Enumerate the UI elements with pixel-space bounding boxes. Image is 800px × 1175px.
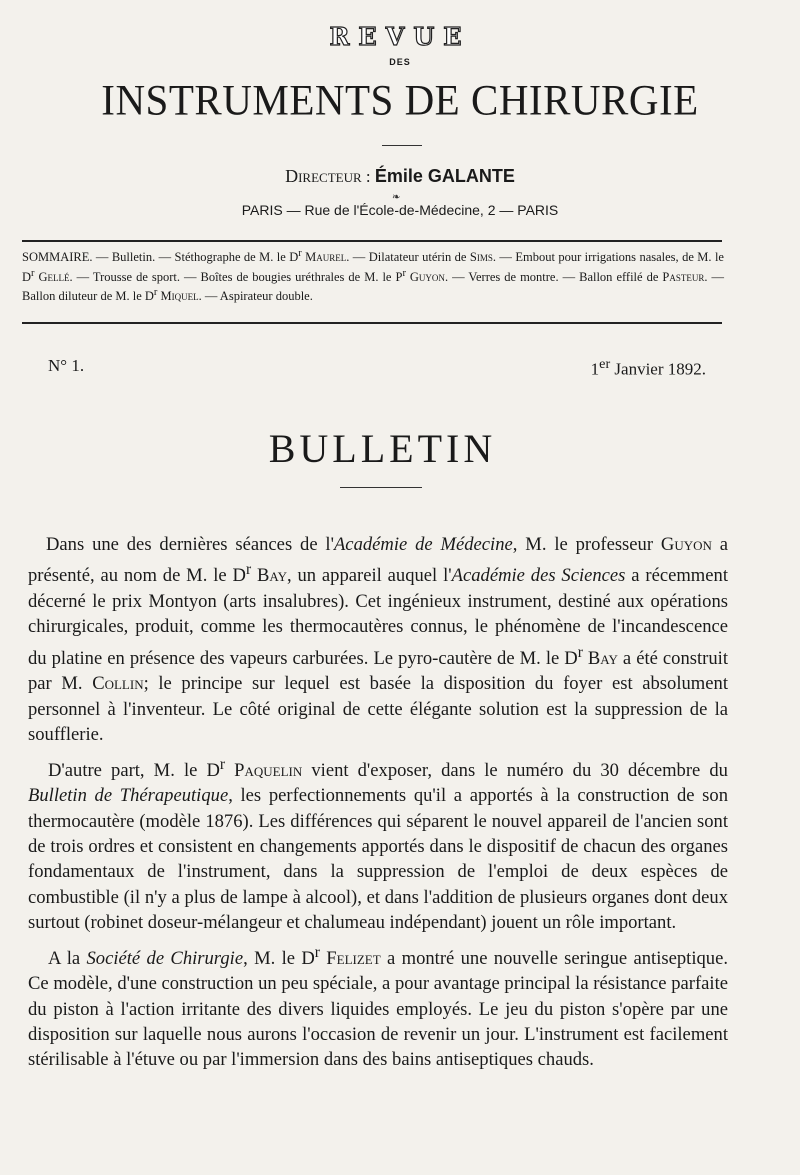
- ornament-icon: ❧: [392, 192, 401, 203]
- summary-author: Pasteur: [662, 269, 705, 284]
- summary-author: Miquel: [157, 289, 199, 304]
- director-name: Émile GALANTE: [374, 166, 515, 186]
- italic-run: Académie de Médecine: [333, 534, 513, 555]
- summary-sup: r: [31, 267, 35, 279]
- publisher-address: PARIS — Rue de l'École-de-Médecine, 2 — PARIS: [241, 202, 559, 218]
- paragraph-2: [28, 752, 728, 936]
- person-name: Guyon: [660, 534, 712, 555]
- person-name: Bay: [587, 648, 618, 669]
- summary-part: . — Trousse de sport. — Boîtes de bougies uréthrales de M. le P: [69, 269, 403, 284]
- paragraph-1: [28, 532, 728, 748]
- director-separator: :: [361, 167, 375, 186]
- summary-sup: r: [298, 248, 302, 259]
- italic-run: Bulletin de Thérapeutique: [28, 785, 229, 807]
- date-post: Janvier 1892.: [610, 359, 706, 379]
- text-run: , les perfectionnements qu'il a apportés à la construction de son thermocautère (modèle 1876). Les différences qui séparent le nouvel appareil de l'ancien sont de trois ordres et consistent en changements apportés dans le dispositif de chacun des organes fondamentaux de l'instrument, dans la suppression de l'emploi de deux espèces de combustible (il n'y a plus de lampe à alcool), et dans l'addition de plusieurs organes dont deux surtout (robinet doseur-mélangeur et chalumeau indépendant) jouent un rôle important.: [28, 785, 728, 934]
- text-run: vient d'exposer, dans le numéro du 30 décembre du: [302, 759, 728, 781]
- director-label: Directeur: [285, 166, 362, 186]
- summary-sup: r: [153, 287, 158, 299]
- text-run: , M. le D: [243, 947, 315, 969]
- summary-sup: r: [402, 267, 406, 279]
- summary-part: . — Embout pour irrigations nasales, de M. le D: [22, 250, 724, 284]
- summary-part: . — Verres de montre. — Ballon effilé de: [444, 269, 663, 284]
- superscript: r: [219, 755, 226, 773]
- summary-part: . — Ballon diluteur de M. le D: [22, 269, 724, 304]
- journal-title: INSTRUMENTS DE CHIRURGIE: [101, 75, 699, 125]
- paragraph-3: [28, 940, 728, 1073]
- italic-run: Académie des Sciences: [451, 565, 626, 587]
- article-body: [28, 532, 728, 1077]
- summary-part: . — Dilatateur utérin de: [346, 250, 470, 265]
- summary-author: Guyon: [405, 269, 445, 284]
- text-run: a présenté, au nom de M. le D: [28, 534, 728, 587]
- person-name: Felizet: [326, 947, 381, 969]
- heading-rule: [340, 487, 422, 488]
- summary-author: Maurel: [301, 250, 347, 265]
- summary-part: . — Aspirateur double.: [198, 289, 313, 304]
- summary-part: SOMMAIRE. — Bulletin. — Stéthographe de M. le D: [22, 250, 299, 265]
- text-run: , un appareil auquel l': [286, 565, 452, 587]
- masthead-revue: REVUE: [329, 22, 471, 51]
- text-run: a été construit par M.: [28, 648, 728, 695]
- date-sup: er: [599, 356, 611, 372]
- issue-date: [591, 356, 706, 380]
- italic-run: Société de Chirurgie: [86, 947, 244, 969]
- summary-top-rule: [22, 240, 722, 242]
- summary-bottom-rule: [22, 322, 722, 324]
- superscript: r: [314, 943, 320, 961]
- date-pre: 1: [590, 359, 600, 379]
- text-run: Dans une des dernières séances de l': [46, 534, 334, 555]
- summary: [22, 246, 724, 305]
- text-run: D'autre part, M. le D: [48, 759, 220, 781]
- title-rule: [382, 145, 422, 146]
- section-heading: BULLETIN: [268, 426, 497, 471]
- person-name: Collin: [92, 673, 144, 695]
- text-run: a montré une nouvelle seringue antiseptique. Ce modèle, d'une construction un peu spéciale, a pour avantage principal la résistance parfaite du piston à l'action irritante des divers liquides employés. Le jeu du piston s'opère par une disposition sur laquelle nous aurons l'occasion de revenir un jour. L'instrument est facilement stérilisable à l'étuve ou par l'immersion dans des bains antiseptiques chauds.: [28, 947, 728, 1071]
- masthead-des: DES: [389, 57, 411, 67]
- text-run: ; le principe sur lequel est basée la disposition du foyer est absolument personnel à l'inventeur. Le côté original de cette élégante solution est la suppression de la soufflerie.: [28, 673, 728, 746]
- person-name: Bay: [256, 565, 287, 587]
- summary-author: Gellé: [34, 269, 70, 284]
- text-run: A la: [48, 947, 87, 969]
- text-run: [225, 760, 234, 781]
- issue-number: N° 1.: [48, 356, 85, 375]
- director-line: [0, 166, 800, 187]
- summary-author: Sims: [469, 250, 493, 265]
- person-name: Paquelin: [234, 759, 303, 781]
- text-run: , M. le professeur: [512, 534, 661, 555]
- superscript: r: [245, 561, 252, 579]
- superscript: r: [577, 643, 583, 661]
- text-run: a récemment décerné le prix Montyon (arts insalubres). Cet ingénieux instrument, destiné aux opérations chirurgicales, produit, comme les thermocautères connus, le phénomène de l'incandescence du platine en présence des vapeurs carburées. Le pyro-cautère de M. le D: [28, 565, 728, 669]
